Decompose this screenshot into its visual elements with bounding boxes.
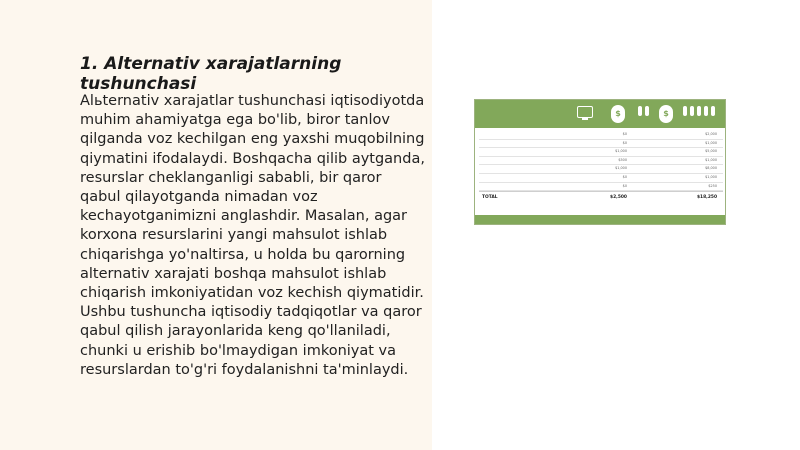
bill-icon (638, 106, 642, 116)
coin-icon: $ (659, 105, 673, 123)
bill-icon (704, 106, 708, 116)
table-row (479, 140, 723, 149)
table-row (479, 157, 723, 166)
row-value-1: $1,000 (615, 149, 627, 154)
table-row (479, 174, 723, 183)
row-value-2: $5,000 (705, 149, 717, 154)
section-title: 1. Alternativ xarajatlarning tushunchasi (80, 54, 342, 94)
coin-icon: $ (611, 105, 625, 123)
table-footer-band (475, 215, 725, 224)
table-row (479, 131, 723, 140)
row-value-1: $1,000 (615, 166, 627, 171)
row-value-1: $500 (618, 157, 627, 162)
row-value-2: $2,000 (705, 132, 717, 136)
row-value-2: $1,000 (705, 174, 717, 179)
table-total-row (479, 191, 723, 203)
row-value-2: $8,000 (705, 166, 717, 171)
bill-icon (697, 106, 701, 116)
computer-icon (577, 106, 593, 118)
bill-icon (690, 106, 694, 116)
table-header-banner (475, 100, 725, 128)
table-row (479, 148, 723, 157)
total-value-2: $18,250 (697, 195, 717, 201)
row-value-1: $0 (622, 140, 627, 145)
row-value-2: $1,000 (705, 157, 717, 162)
row-value-1: $0 (622, 132, 627, 136)
cost-table (479, 131, 723, 203)
bill-icon (683, 106, 687, 116)
row-value-1: $0 (622, 174, 627, 179)
table-row (479, 165, 723, 174)
table-row (479, 183, 723, 192)
bill-icon (711, 106, 715, 116)
row-value-2: $250 (708, 183, 717, 188)
body-paragraph: Alьternativ xarajatlar tushunchasi iqtisodiyotda muhim ahamiyatga ega bo'lib, biror tanlov qilganda voz kechilgan eng yaxshi muqobilning qiymatini ifodalaydi. Boshqacha qilib aytganda, resurslar cheklanganligi sababli, bir qaror qabul qilayotganda nimadan voz kechayotganimizni anglashdir. Masalan, agar korxona resurslarini yangi mahsulot ishlab chiqarishga yo'naltirsa, u holda bu qarorning alternativ xarajati boshqa mahsulot ishlab chiqarish imkoniyatidan voz kechish qiymatidir. Ushbu tushuncha iqtisodiy tadqiqotlar va qaror qabul qilish jarayonlarida keng qo'llaniladi, chunki u erishib bo'lmaydigan imkoniyat va resurslardan to'g'ri foydalanishni ta'minlaydi. (80, 93, 425, 378)
total-value-1: $2,500 (610, 195, 627, 201)
total-label: TOTAL (482, 195, 498, 201)
row-value-1: $0 (622, 183, 627, 188)
cost-table-image (474, 99, 726, 225)
bill-icon (645, 106, 649, 116)
row-value-2: $1,000 (705, 140, 717, 145)
